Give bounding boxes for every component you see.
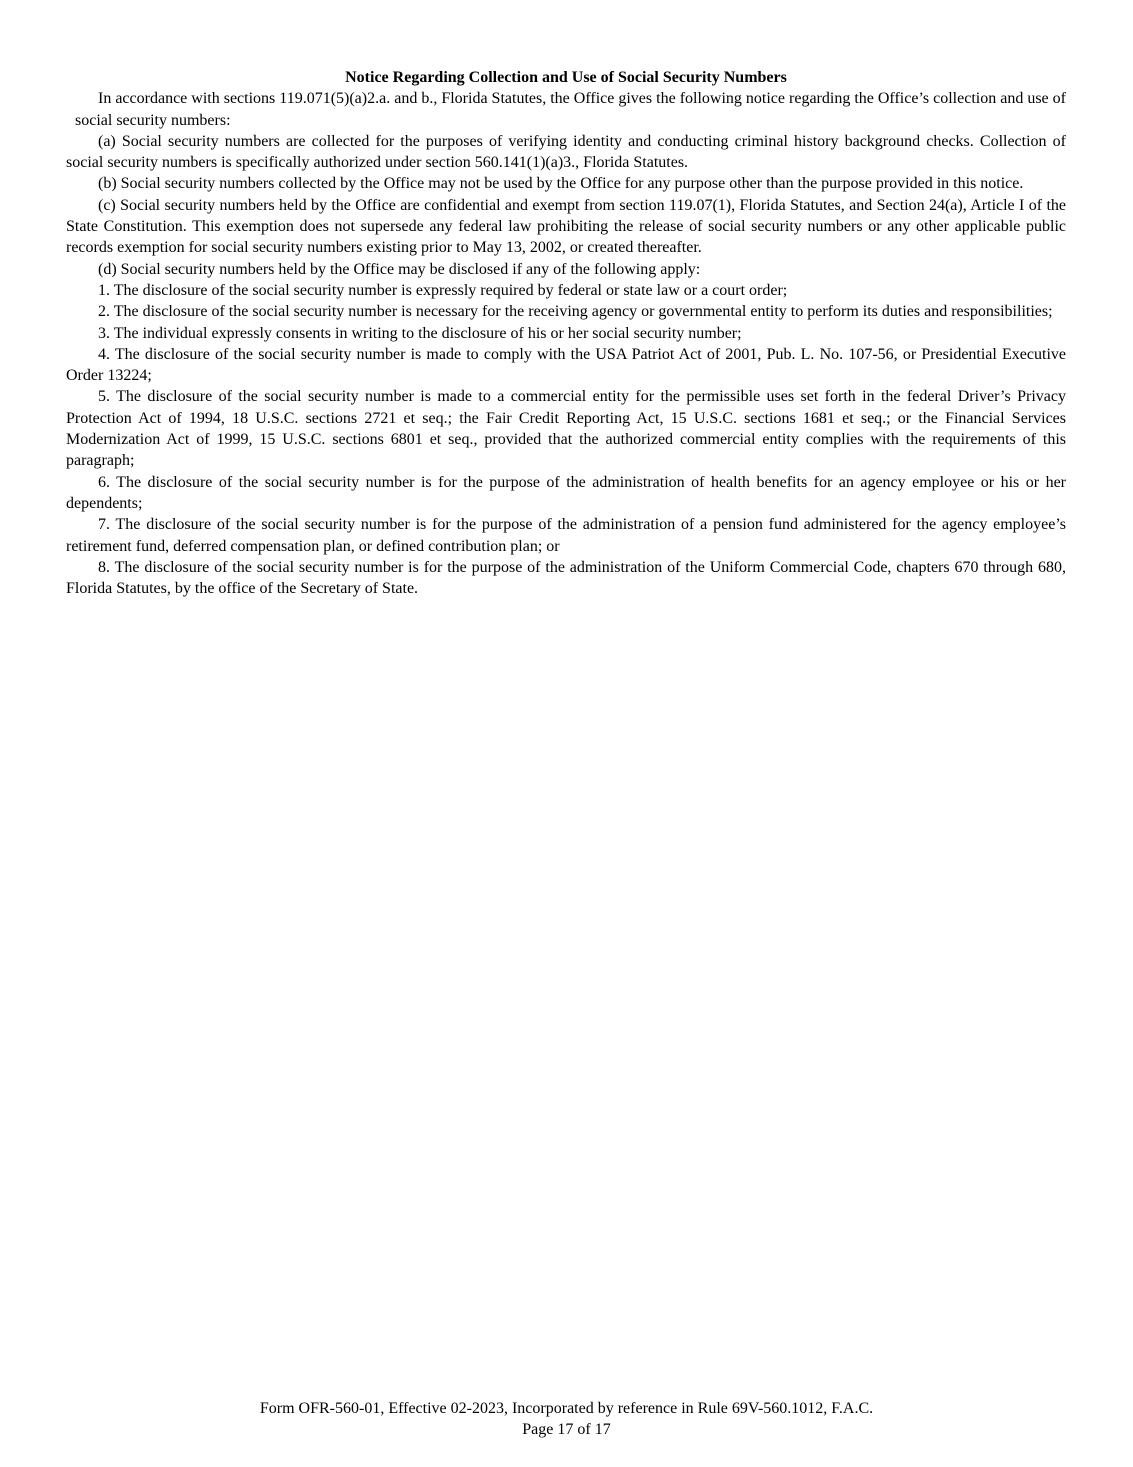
- list-item-5: 5. The disclosure of the social security number is made to a commercial entity for the permissible uses set forth in the federal Driver’s Privacy Protection Act of 1994, 18 U.S.C. sections 2721 et seq.; the Fair Credit Reporting Act, 15 U.S.C. sections 1681 et seq.; or the Financial Services Modernization Act of 1999, 15 U.S.C. sections 6801 et seq., provided that the authorized commercial entity complies with the requirements of this paragraph;: [66, 388, 1066, 470]
- paragraph-b: (b) Social security numbers collected by the Office may not be used by the Office for any purpose other than the purpose provided in this notice.: [98, 175, 1024, 193]
- list-item-6: 6. The disclosure of the social security number is for the purpose of the administration of health benefits for an agency employee or his or her dependents;: [66, 473, 1066, 512]
- page-footer: [0, 1398, 1133, 1440]
- form-reference: Form OFR-560-01, Effective 02-2023, Incorporated by reference in Rule 69V-560.1012, F.A.C.: [259, 1400, 874, 1417]
- paragraph-a: (a) Social security numbers are collected for the purposes of verifying identity and conducting criminal history background checks. Collection of social security numbers is specifically authorized under section 560.141(1)(a)3., Florida Statutes.: [66, 132, 1066, 172]
- list-item-8: 8. The disclosure of the social security number is for the purpose of the administration of the Uniform Commercial Code, chapters 670 through 680, Florida Statutes, by the office of the Secretary of State.: [66, 558, 1066, 598]
- list-item-3: 3. The individual expressly consents in writing to the disclosure of his or her social security number;: [98, 324, 742, 342]
- notice-section: [66, 67, 1066, 599]
- notice-title: Notice Regarding Collection and Use of Social Security Numbers: [345, 69, 787, 86]
- list-item-4: 4. The disclosure of the social security number is made to comply with the USA Patriot Act of 2001, Pub. L. No. 107-56, or Presidential Executive Order 13224;: [66, 345, 1066, 385]
- page-number: Page 17 of 17: [522, 1421, 611, 1438]
- paragraph-c: (c) Social security numbers held by the Office are confidential and exempt from section 119.07(1), Florida Statutes, and Section 24(a), Article I of the State Constitution. This exemption does not supersede any federal law prohibiting the release of social security numbers or any other applicable public records exemption for social security numbers existing prior to May 13, 2002, or created thereafter.: [66, 196, 1066, 257]
- list-item-2: 2. The disclosure of the social security number is necessary for the receiving agency or governmental entity to perform its duties and responsibilities;: [98, 303, 1053, 321]
- list-item-1: 1. The disclosure of the social security number is expressly required by federal or state law or a court order;: [98, 281, 788, 299]
- intro-paragraph: In accordance with sections 119.071(5)(a)2.a. and b., Florida Statutes, the Office gives the following notice regarding the Office’s collection and use of social security numbers:: [75, 90, 1066, 129]
- list-item-7: 7. The disclosure of the social security number is for the purpose of the administration of a pension fund administered for the agency employee’s retirement fund, deferred compensation plan, or defined contribution plan; or: [66, 516, 1066, 555]
- paragraph-d: (d) Social security numbers held by the Office may be disclosed if any of the following apply:: [98, 260, 701, 278]
